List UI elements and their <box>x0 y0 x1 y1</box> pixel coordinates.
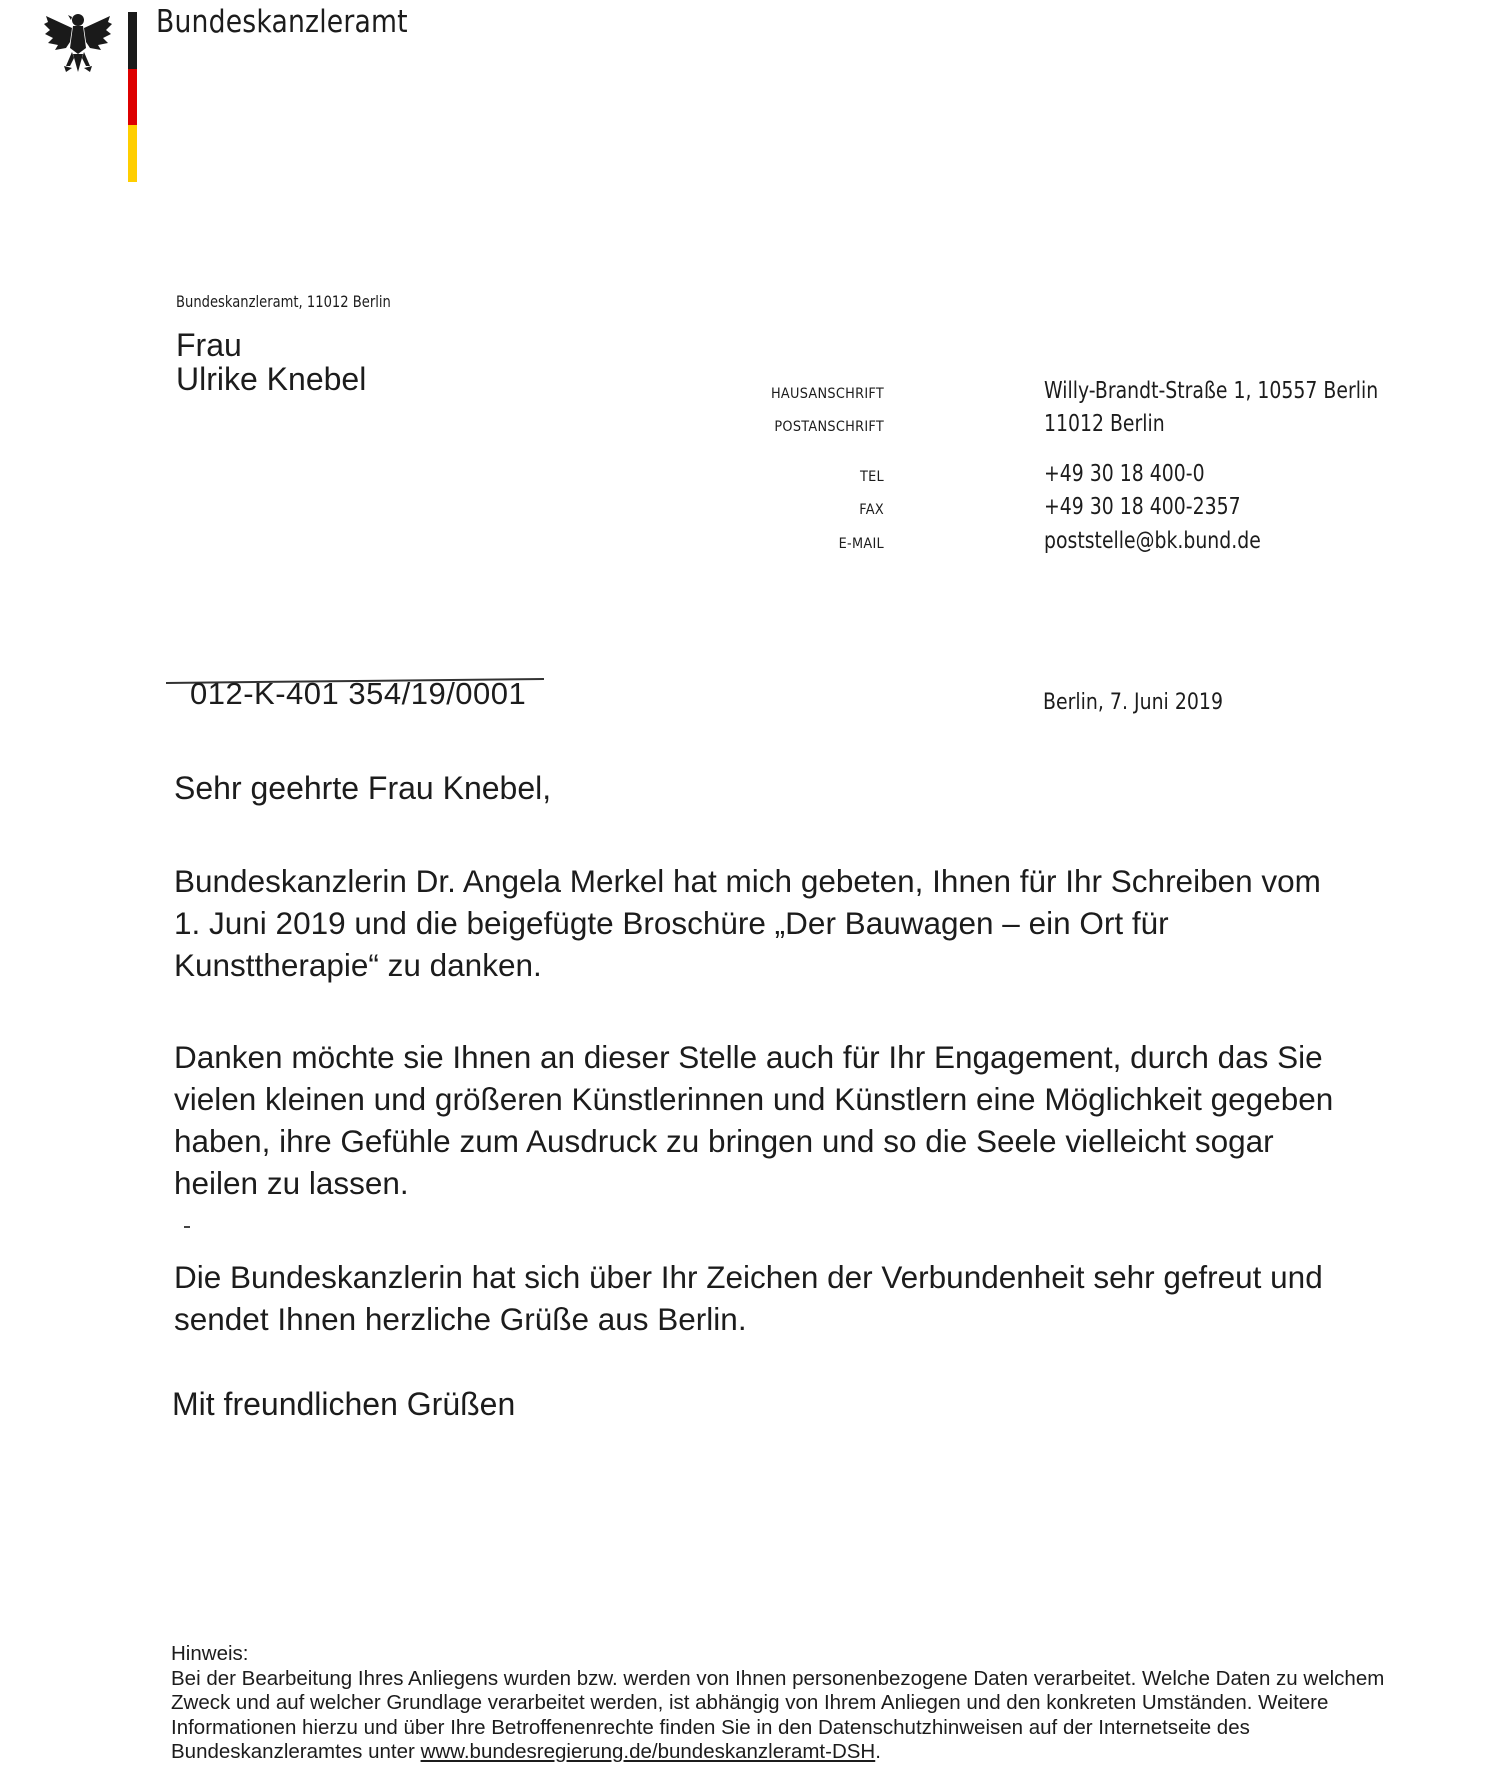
flag-stripe-red <box>128 69 137 126</box>
house-address-label: HAUSANSCHRIFT <box>770 386 884 402</box>
recipient-address <box>176 328 366 396</box>
contact-row-house-address <box>770 378 1380 408</box>
contact-row-postal-address <box>774 411 1380 441</box>
contact-row-tel <box>860 461 1380 491</box>
org-name: Bundeskanzleramt <box>156 4 408 40</box>
body-paragraph: Danken möchte sie Ihnen an dieser Stelle auch für Ihr Engagement, durch das Sie vielen kleinen und größeren Künstlerinnen und Künstlern eine Möglichkeit gegeben haben, ihre Gefühle zum Ausdruck zu bringen und so die Seele vielleicht sogar heilen zu lassen. <box>174 1039 1334 1201</box>
salutation: Sehr geehrte Frau Knebel, <box>174 770 552 806</box>
body-paragraph: Die Bundeskanzlerin hat sich über Ihr Zeichen der Verbundenheit sehr gefreut und sendet Ihnen herzliche Grüße aus Berlin. <box>174 1259 1323 1337</box>
german-flag-bar <box>128 12 137 182</box>
notice-title: Hinweis: <box>171 1642 249 1665</box>
closing: Mit freundlichen Grüßen <box>172 1386 516 1422</box>
email-value: poststelle@bk.bund.de <box>1044 528 1261 554</box>
privacy-notice <box>171 1642 1391 1765</box>
notice-end: . <box>875 1740 881 1763</box>
return-address: Bundeskanzleramt, 11012 Berlin <box>176 292 391 311</box>
reference-number: 012-K-401 354/19/0001 <box>190 676 527 711</box>
tel-label: TEL <box>859 469 884 485</box>
notice-text: Bei der Bearbeitung Ihres Anliegens wurden bzw. werden von Ihnen personenbezogene Daten verarbeitet. Welche Daten zu welchem Zweck und auf welcher Grundlage verarbeitet werden, ist abhängig von Ihrem Anliegen und den konkreten Umständen. Weitere Informationen hierzu und über Ihre Betroffenenrechte finden Sie in den Datenschutzhinweisen auf der Internetseite des Bundeskanzleramtes unter <box>171 1666 1385 1763</box>
federal-eagle-logo <box>42 8 114 74</box>
house-address-value: Willy-Brandt-Straße 1, 10557 Berlin <box>1044 378 1379 404</box>
fax-label: FAX <box>859 502 884 518</box>
recipient-name: Ulrike Knebel <box>176 361 367 397</box>
tel-value: +49 30 18 400-0 <box>1044 461 1205 487</box>
postal-address-label: POSTANSCHRIFT <box>774 419 884 435</box>
scan-speck <box>184 1226 190 1228</box>
email-label: E-MAIL <box>838 536 884 552</box>
letter-date: Berlin, 7. Juni 2019 <box>1043 690 1223 715</box>
flag-stripe-gold <box>128 125 137 182</box>
contact-row-email <box>838 528 1380 558</box>
body-paragraph: Bundeskanzlerin Dr. Angela Merkel hat mich gebeten, Ihnen für Ihr Schreiben vom 1. Juni 2019 und die beigefügte Broschüre „Der Bauwagen – ein Ort für Kunsttherapie“ zu danken. <box>174 863 1321 983</box>
privacy-link[interactable]: www.bundesregierung.de/bundeskanzleramt-DSH <box>420 1740 876 1763</box>
fax-value: +49 30 18 400-2357 <box>1044 494 1241 520</box>
postal-address-value: 11012 Berlin <box>1044 411 1165 437</box>
contact-row-fax <box>860 494 1380 524</box>
flag-stripe-black <box>128 12 137 69</box>
recipient-salutation-line: Frau <box>176 327 242 363</box>
